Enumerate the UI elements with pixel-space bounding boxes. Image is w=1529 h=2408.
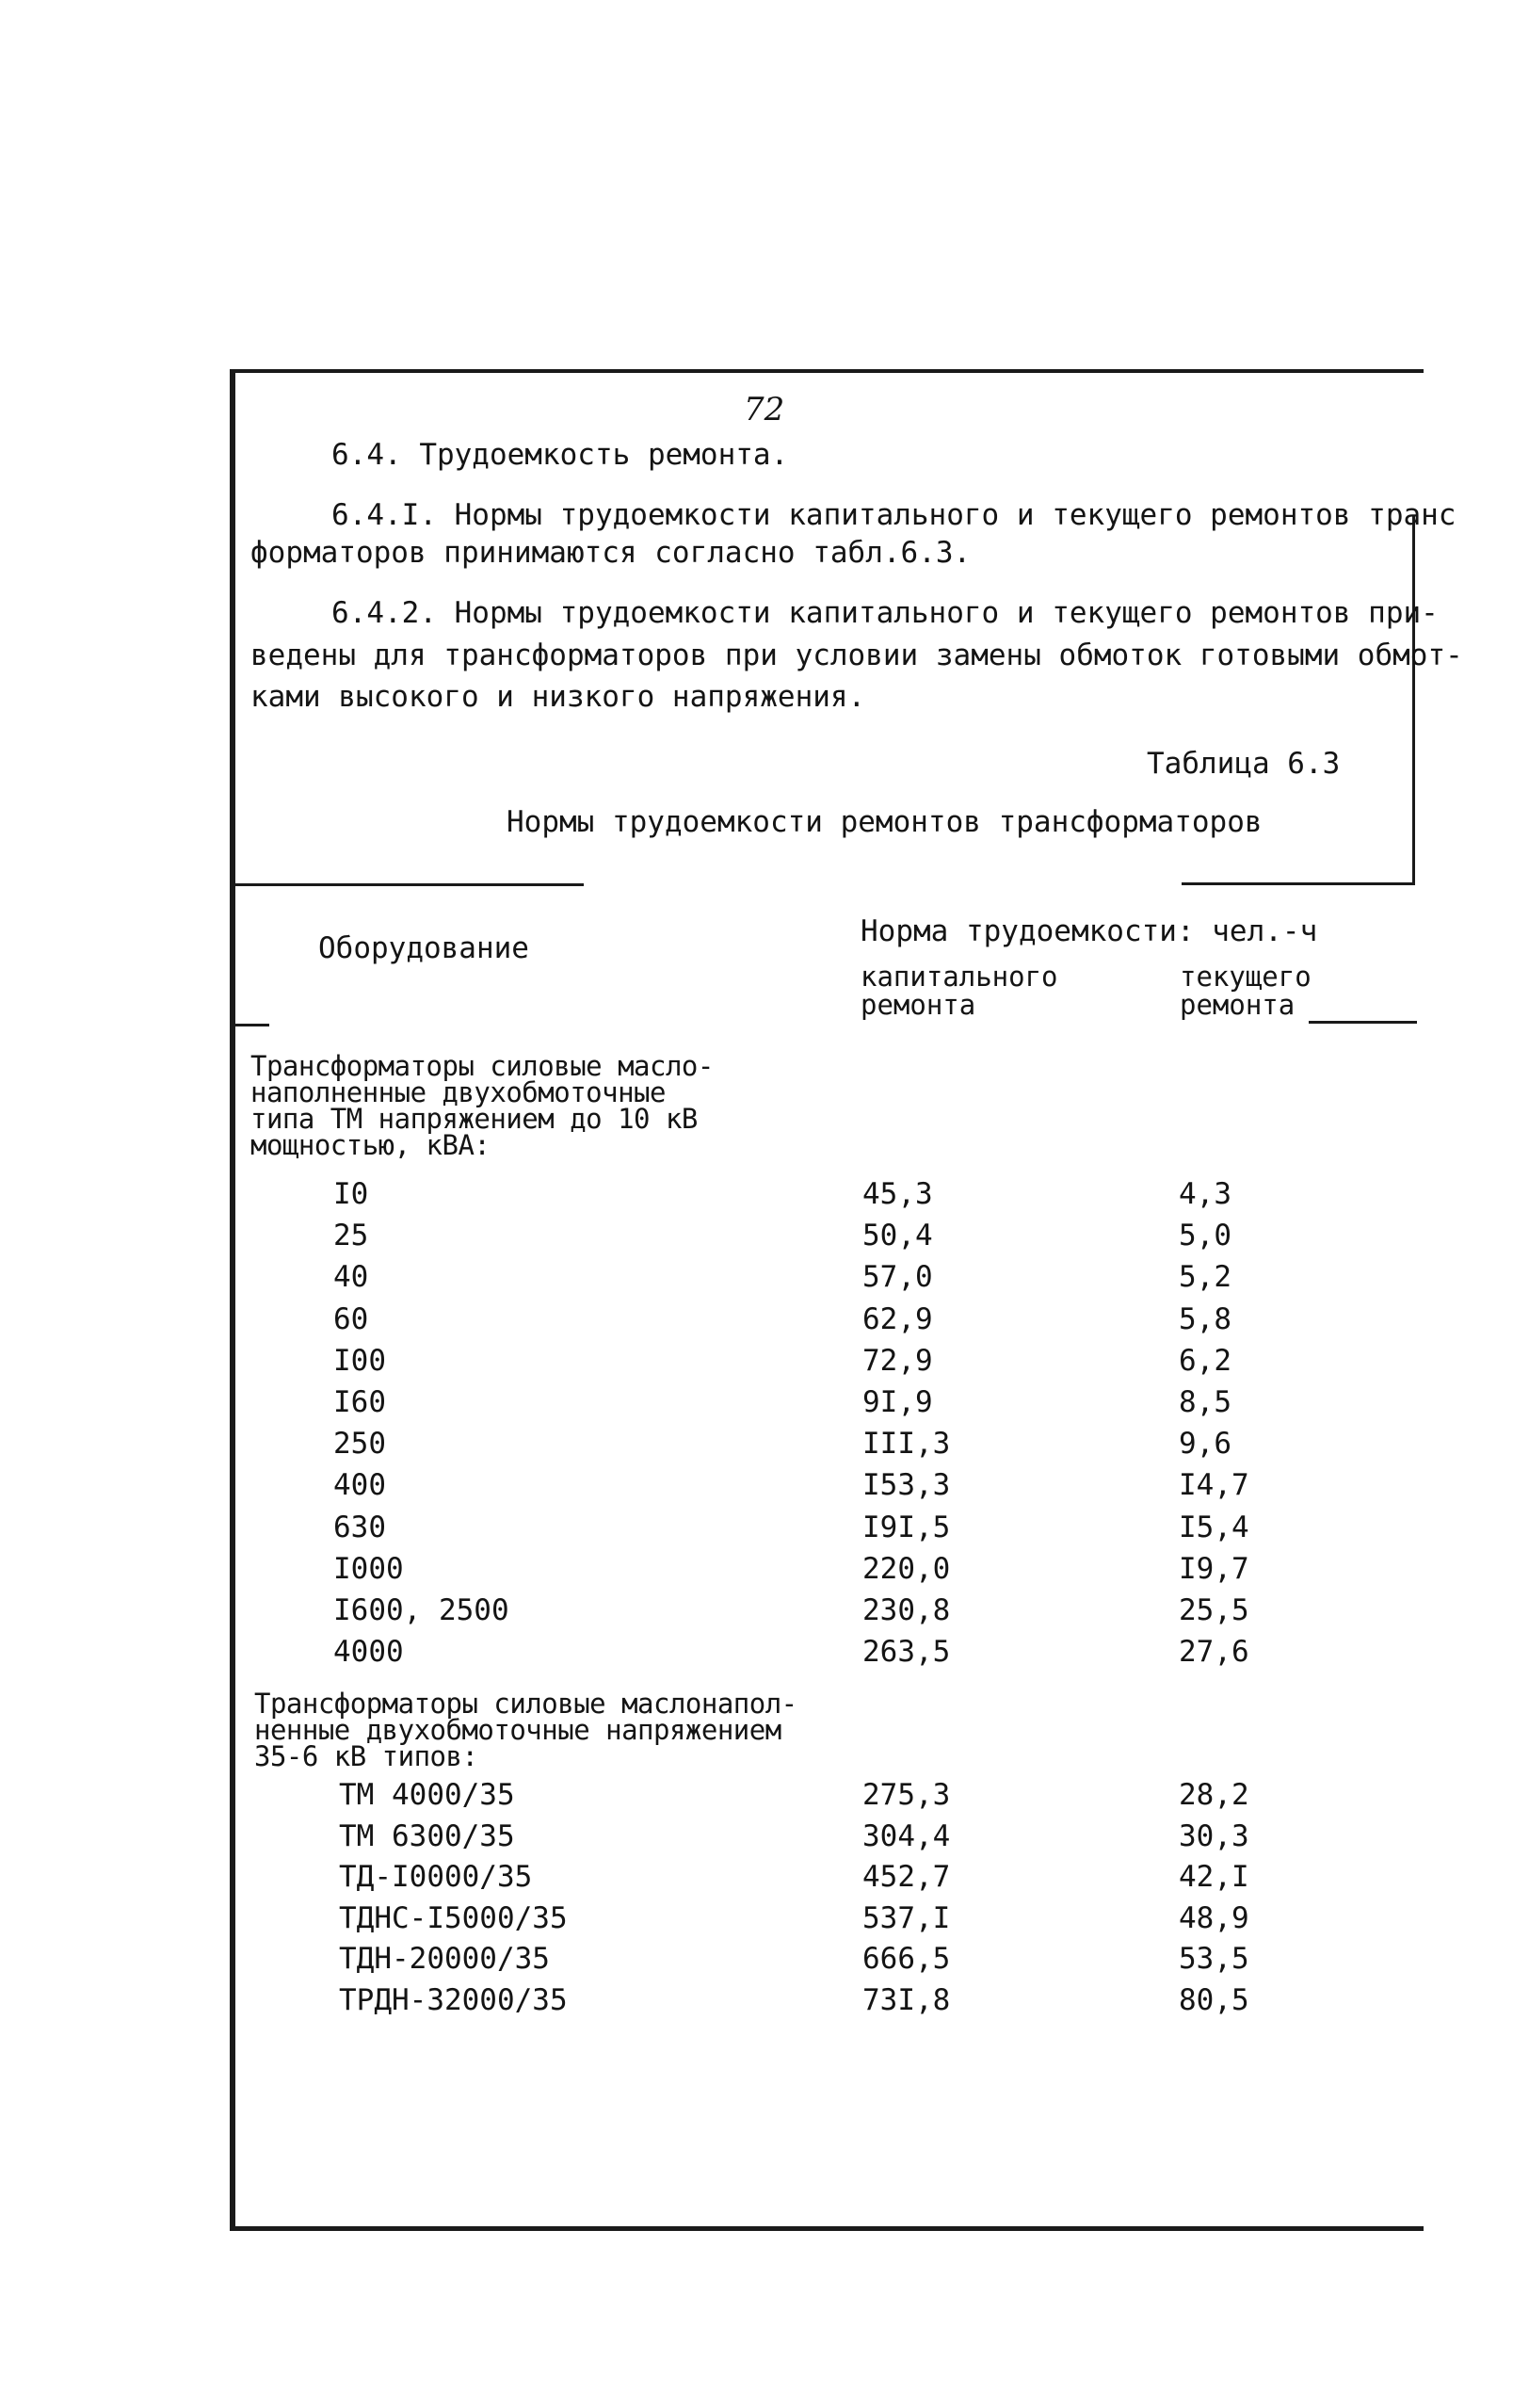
column-header-capital: капитального ремонта	[861, 961, 1058, 1022]
row-capital-value: 57,0	[862, 1260, 933, 1294]
row-current-value: 53,5	[1179, 1942, 1249, 1976]
row-current-value: 25,5	[1179, 1593, 1249, 1627]
row-item: 40	[333, 1260, 369, 1294]
row-capital-value: 62,9	[862, 1302, 933, 1336]
row-item: ТМ 6300/35	[339, 1819, 515, 1853]
table-title: Нормы трудоемкости ремонтов трансформаторов	[507, 805, 1263, 839]
column-header-equipment: Оборудование	[318, 931, 529, 965]
row-item: 60	[333, 1302, 369, 1336]
row-capital-value: 72,9	[862, 1344, 933, 1378]
table-label: Таблица 6.3	[1147, 747, 1341, 781]
row-capital-value: III,3	[862, 1427, 951, 1461]
row-current-value: 6,2	[1179, 1344, 1231, 1378]
row-item: 630	[333, 1511, 386, 1544]
paragraph-line: форматоров принимаются согласно табл.6.3.	[250, 536, 972, 570]
row-current-value: I5,4	[1179, 1511, 1249, 1544]
row-current-value: 8,5	[1179, 1385, 1231, 1419]
row-current-value: 80,5	[1179, 1983, 1249, 2017]
row-current-value: 9,6	[1179, 1427, 1231, 1461]
row-current-value: 5,8	[1179, 1302, 1231, 1336]
column-header-norm: Норма трудоемкости: чел.-ч	[861, 914, 1318, 948]
row-capital-value: 230,8	[862, 1593, 951, 1627]
row-capital-value: I9I,5	[862, 1511, 951, 1544]
paragraph-line: ками высокого и низкого напряжения.	[250, 680, 866, 714]
row-current-value: 5,0	[1179, 1219, 1231, 1252]
row-current-value: I9,7	[1179, 1552, 1249, 1586]
row-item: 4000	[333, 1635, 404, 1669]
column-header-current: текущего ремонта	[1180, 961, 1312, 1022]
row-capital-value: 452,7	[862, 1860, 951, 1894]
row-capital-value: 50,4	[862, 1219, 933, 1252]
row-item: ТМ 4000/35	[339, 1778, 515, 1812]
page-number: 72	[744, 391, 785, 428]
paragraph-line: 6.4.I. Нормы трудоемкости капитального и текущего ремонтов транс	[331, 498, 1457, 532]
row-capital-value: I53,3	[862, 1468, 951, 1502]
row-current-value: 4,3	[1179, 1177, 1231, 1211]
row-item: I00	[333, 1344, 386, 1378]
row-capital-value: 263,5	[862, 1635, 951, 1669]
row-current-value: 30,3	[1179, 1819, 1249, 1853]
row-capital-value: 275,3	[862, 1778, 951, 1812]
row-item: ТДНС-I5000/35	[339, 1901, 568, 1935]
row-capital-value: 304,4	[862, 1819, 951, 1853]
page-frame-right-edge	[1412, 516, 1415, 883]
row-current-value: I4,7	[1179, 1468, 1249, 1502]
row-current-value: 28,2	[1179, 1778, 1249, 1812]
row-capital-value: 220,0	[862, 1552, 951, 1586]
row-capital-value: 537,I	[862, 1901, 951, 1935]
section-heading: 6.4. Трудоемкость ремонта.	[331, 438, 789, 472]
row-current-value: 5,2	[1179, 1260, 1231, 1294]
paragraph-line: ведены для трансформаторов при условии замены обмоток готовыми обмот-	[250, 638, 1463, 672]
group-title: Трансформаторы силовые маслонапол- ненные двухобмоточные напряжением 35-6 кВ типов:	[254, 1688, 797, 1773]
paragraph-line: 6.4.2. Нормы трудоемкости капитального и текущего ремонтов при-	[331, 596, 1439, 630]
row-item: ТРДН-32000/35	[339, 1983, 568, 2017]
row-current-value: 42,I	[1179, 1860, 1249, 1894]
row-item: I0	[333, 1177, 369, 1211]
group-title: Трансформаторы силовые масло- наполненные двухобмоточные типа ТМ напряжением до 10 кВ мощностью, кВА:	[250, 1050, 714, 1162]
row-item: ТД-I0000/35	[339, 1860, 533, 1894]
row-item: ТДН-20000/35	[339, 1942, 550, 1976]
row-current-value: 48,9	[1179, 1901, 1249, 1935]
table-top-rule	[235, 883, 584, 886]
row-item: I000	[333, 1552, 404, 1586]
row-item: I60	[333, 1385, 386, 1419]
table-header-rule	[1309, 1021, 1417, 1024]
row-capital-value: 73I,8	[862, 1983, 951, 2017]
row-current-value: 27,6	[1179, 1635, 1249, 1669]
row-item: 400	[333, 1468, 386, 1502]
row-capital-value: 666,5	[862, 1942, 951, 1976]
table-top-rule	[1182, 882, 1415, 885]
row-capital-value: 9I,9	[862, 1385, 933, 1419]
row-item: 250	[333, 1427, 386, 1461]
table-header-rule	[235, 1024, 269, 1026]
row-item: 25	[333, 1219, 369, 1252]
row-item: I600, 2500	[333, 1593, 509, 1627]
row-capital-value: 45,3	[862, 1177, 933, 1211]
